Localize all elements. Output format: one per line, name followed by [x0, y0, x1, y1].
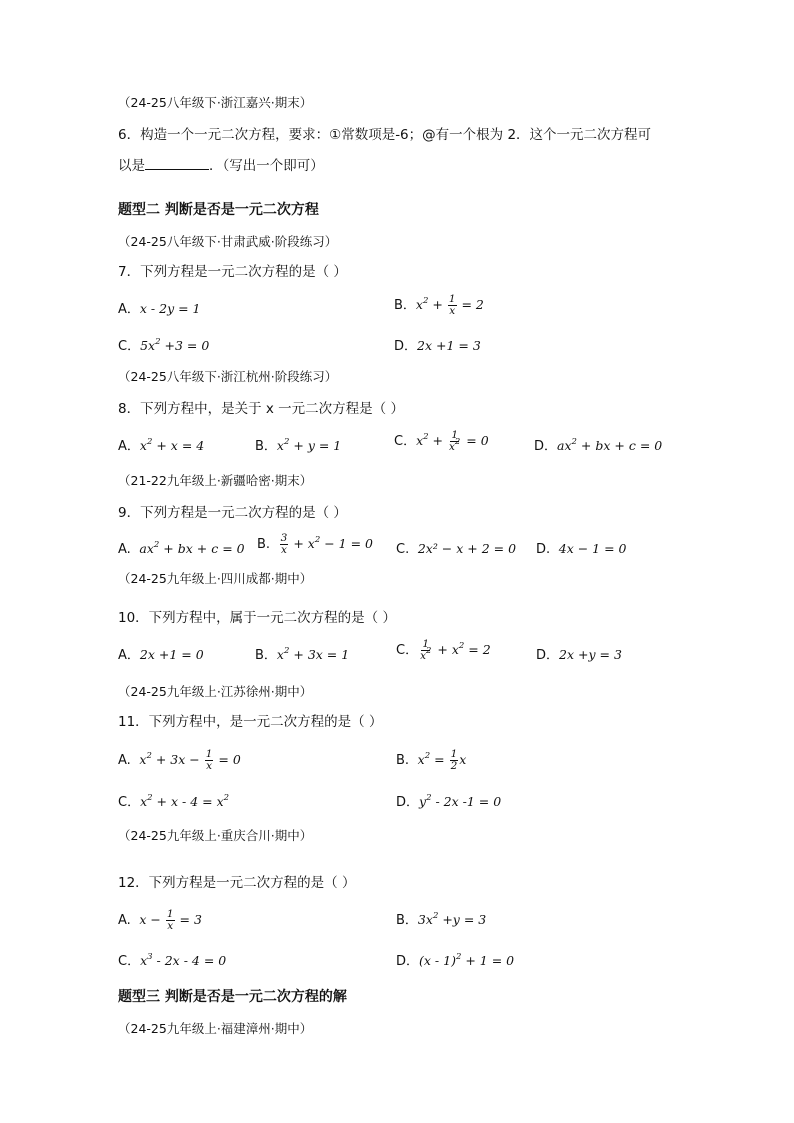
- option-expression: $ax^2$ + bx + c = 0: [139, 540, 245, 556]
- question-11-stem: 11．下列方程中，是一元二次方程的是（ ）: [118, 714, 383, 730]
- option-letter: D．: [396, 795, 420, 810]
- option-expression: $y^2 - 2x$ -1 = 0: [419, 793, 502, 809]
- q8-option-a: [118, 437, 204, 456]
- option-letter: A．: [118, 439, 140, 454]
- q9-option-d: [536, 540, 627, 559]
- q11-option-d: [396, 793, 501, 812]
- source-label: （24-25九年级上·福建漳州·期中）: [118, 1021, 313, 1036]
- option-expression: $x^3 - 2x - 4 = 0$: [140, 952, 227, 968]
- option-letter: B.: [257, 537, 271, 552]
- q7-option-d: [394, 337, 481, 356]
- option-expression: $x^2$ + $\frac{1}{x}$ = 2: [415, 293, 484, 317]
- option-letter: A．: [118, 648, 140, 663]
- option-letter: D．: [534, 439, 558, 454]
- source-label: （24-25九年级上·江苏徐州·期中）: [118, 684, 313, 699]
- q12-option-a: [118, 909, 202, 932]
- option-letter: A.: [118, 913, 131, 928]
- question-12-stem: 12．下列方程是一元二次方程的是（ ）: [118, 875, 356, 891]
- q12-option-d: [396, 952, 514, 971]
- q8-option-b: [255, 437, 341, 456]
- source-label: （24-25八年级下·浙江杭州·阶段练习）: [118, 369, 338, 384]
- question-6-line-1: 6．构造一个一元二次方程，要求：①常数项是-6；@有一个根为 2．这个一元二次方程可: [118, 127, 652, 143]
- q8-option-d: [534, 437, 662, 456]
- option-letter: B.: [396, 753, 410, 768]
- q10-option-b: [255, 646, 349, 665]
- source-label: （24-25九年级上·四川成都·期中）: [118, 571, 313, 586]
- option-expression: [140, 338, 209, 353]
- section-heading-2: 题型二 判断是否是一元二次方程: [118, 202, 319, 218]
- q11-option-c: [118, 793, 229, 812]
- option-letter: D．: [536, 648, 560, 663]
- option-letter: C．: [118, 339, 141, 354]
- source-label: （24-25九年级上·重庆合川·期中）: [118, 828, 313, 843]
- source-label: （21-22九年级上·新疆哈密·期末）: [118, 473, 313, 488]
- q12-option-c: [118, 952, 226, 971]
- option-expression: $x^2 + x - 4 = x^2$: [140, 793, 230, 809]
- question-6-line-2: [118, 157, 324, 175]
- option-letter: B．: [255, 648, 277, 663]
- option-expression: $\frac{3}{x}$ + $x^2 - 1 = 0$: [280, 532, 373, 556]
- option-expression: x - 2y = 1: [139, 301, 201, 316]
- option-expression: x − $\frac{1}{x}$ = 3: [139, 908, 202, 932]
- question-8-stem: 8．下列方程中，是关于 x 一元二次方程是（ ）: [118, 401, 404, 417]
- source-label: （24-25八年级下·浙江嘉兴·期末）: [118, 95, 313, 110]
- question-6-prefix: 以是: [118, 158, 145, 174]
- answer-blank: [145, 157, 209, 170]
- option-expression: $\frac{1}{x^2}$ + $x^2 = 2$: [420, 638, 491, 662]
- option-expression: $x^2$ = $\frac{1}{2}$ x: [417, 748, 467, 772]
- q12-option-b: [396, 911, 486, 930]
- option-letter: B．: [394, 298, 416, 313]
- option-expression: $3x^2 +y = 3$: [417, 911, 487, 927]
- option-letter: B．: [255, 439, 277, 454]
- option-expression: 2x +y = 3: [559, 647, 622, 662]
- option-expression: 2x +1 = 0: [139, 647, 204, 662]
- section-heading-3: 题型三 判断是否是一元二次方程的解: [118, 989, 347, 1005]
- option-letter: A.: [118, 542, 131, 557]
- option-expression: $ax^2$ + bx + c = 0: [557, 437, 663, 453]
- question-7-stem: 7．下列方程是一元二次方程的是（ ）: [118, 264, 347, 280]
- q9-option-c: [396, 540, 516, 559]
- option-letter: C.: [396, 542, 410, 557]
- q11-option-a: [118, 749, 241, 772]
- expr-part: +3 = 0: [160, 338, 210, 353]
- q10-option-c: [396, 639, 491, 662]
- option-letter: C．: [394, 434, 417, 449]
- option-letter: D．: [394, 339, 418, 354]
- option-letter: C．: [118, 795, 141, 810]
- option-letter: C．: [118, 954, 141, 969]
- option-expression: 2x +1 = 3: [417, 338, 481, 353]
- option-expression: 4x − 1 = 0: [558, 541, 627, 556]
- exponent: 2: [155, 337, 161, 347]
- question-6-suffix: ．（写出一个即可）: [209, 158, 324, 174]
- q7-option-a: [118, 300, 201, 319]
- q7-option-b: [394, 294, 484, 317]
- q8-option-c: [394, 430, 489, 453]
- expr-part: 5x: [140, 338, 156, 353]
- option-expression: (x - 1)$^2$ + 1 = 0: [419, 952, 515, 968]
- option-letter: D．: [396, 954, 420, 969]
- question-10-stem: 10．下列方程中，属于一元二次方程的是（ ）: [118, 610, 396, 626]
- option-expression: $x^2 + 3x$ − $\frac{1}{x}$ = 0: [139, 748, 241, 772]
- option-expression: $x^2 + x = 4$: [139, 437, 205, 453]
- option-expression: $x^2 + y = 1$: [276, 437, 342, 453]
- option-letter: A．: [118, 302, 140, 317]
- q7-option-c: [118, 337, 209, 356]
- q9-option-b: [257, 533, 373, 556]
- option-letter: B．: [396, 913, 418, 928]
- option-letter: C．: [396, 643, 419, 658]
- q10-option-a: [118, 646, 204, 665]
- option-letter: D.: [536, 542, 551, 557]
- q10-option-d: [536, 646, 622, 665]
- q9-option-a: [118, 540, 245, 559]
- option-expression: 2x² − x + 2 = 0: [417, 541, 517, 556]
- source-label: （24-25八年级下·甘肃武威·阶段练习）: [118, 234, 338, 249]
- option-letter: A.: [118, 753, 131, 768]
- q11-option-b: [396, 749, 466, 772]
- option-expression: $x^2 + 3x = 1$: [276, 646, 350, 662]
- question-9-stem: 9．下列方程是一元二次方程的是（ ）: [118, 505, 347, 521]
- option-expression: $x^2$ + $\frac{1}{x^2}$ = 0: [416, 429, 489, 453]
